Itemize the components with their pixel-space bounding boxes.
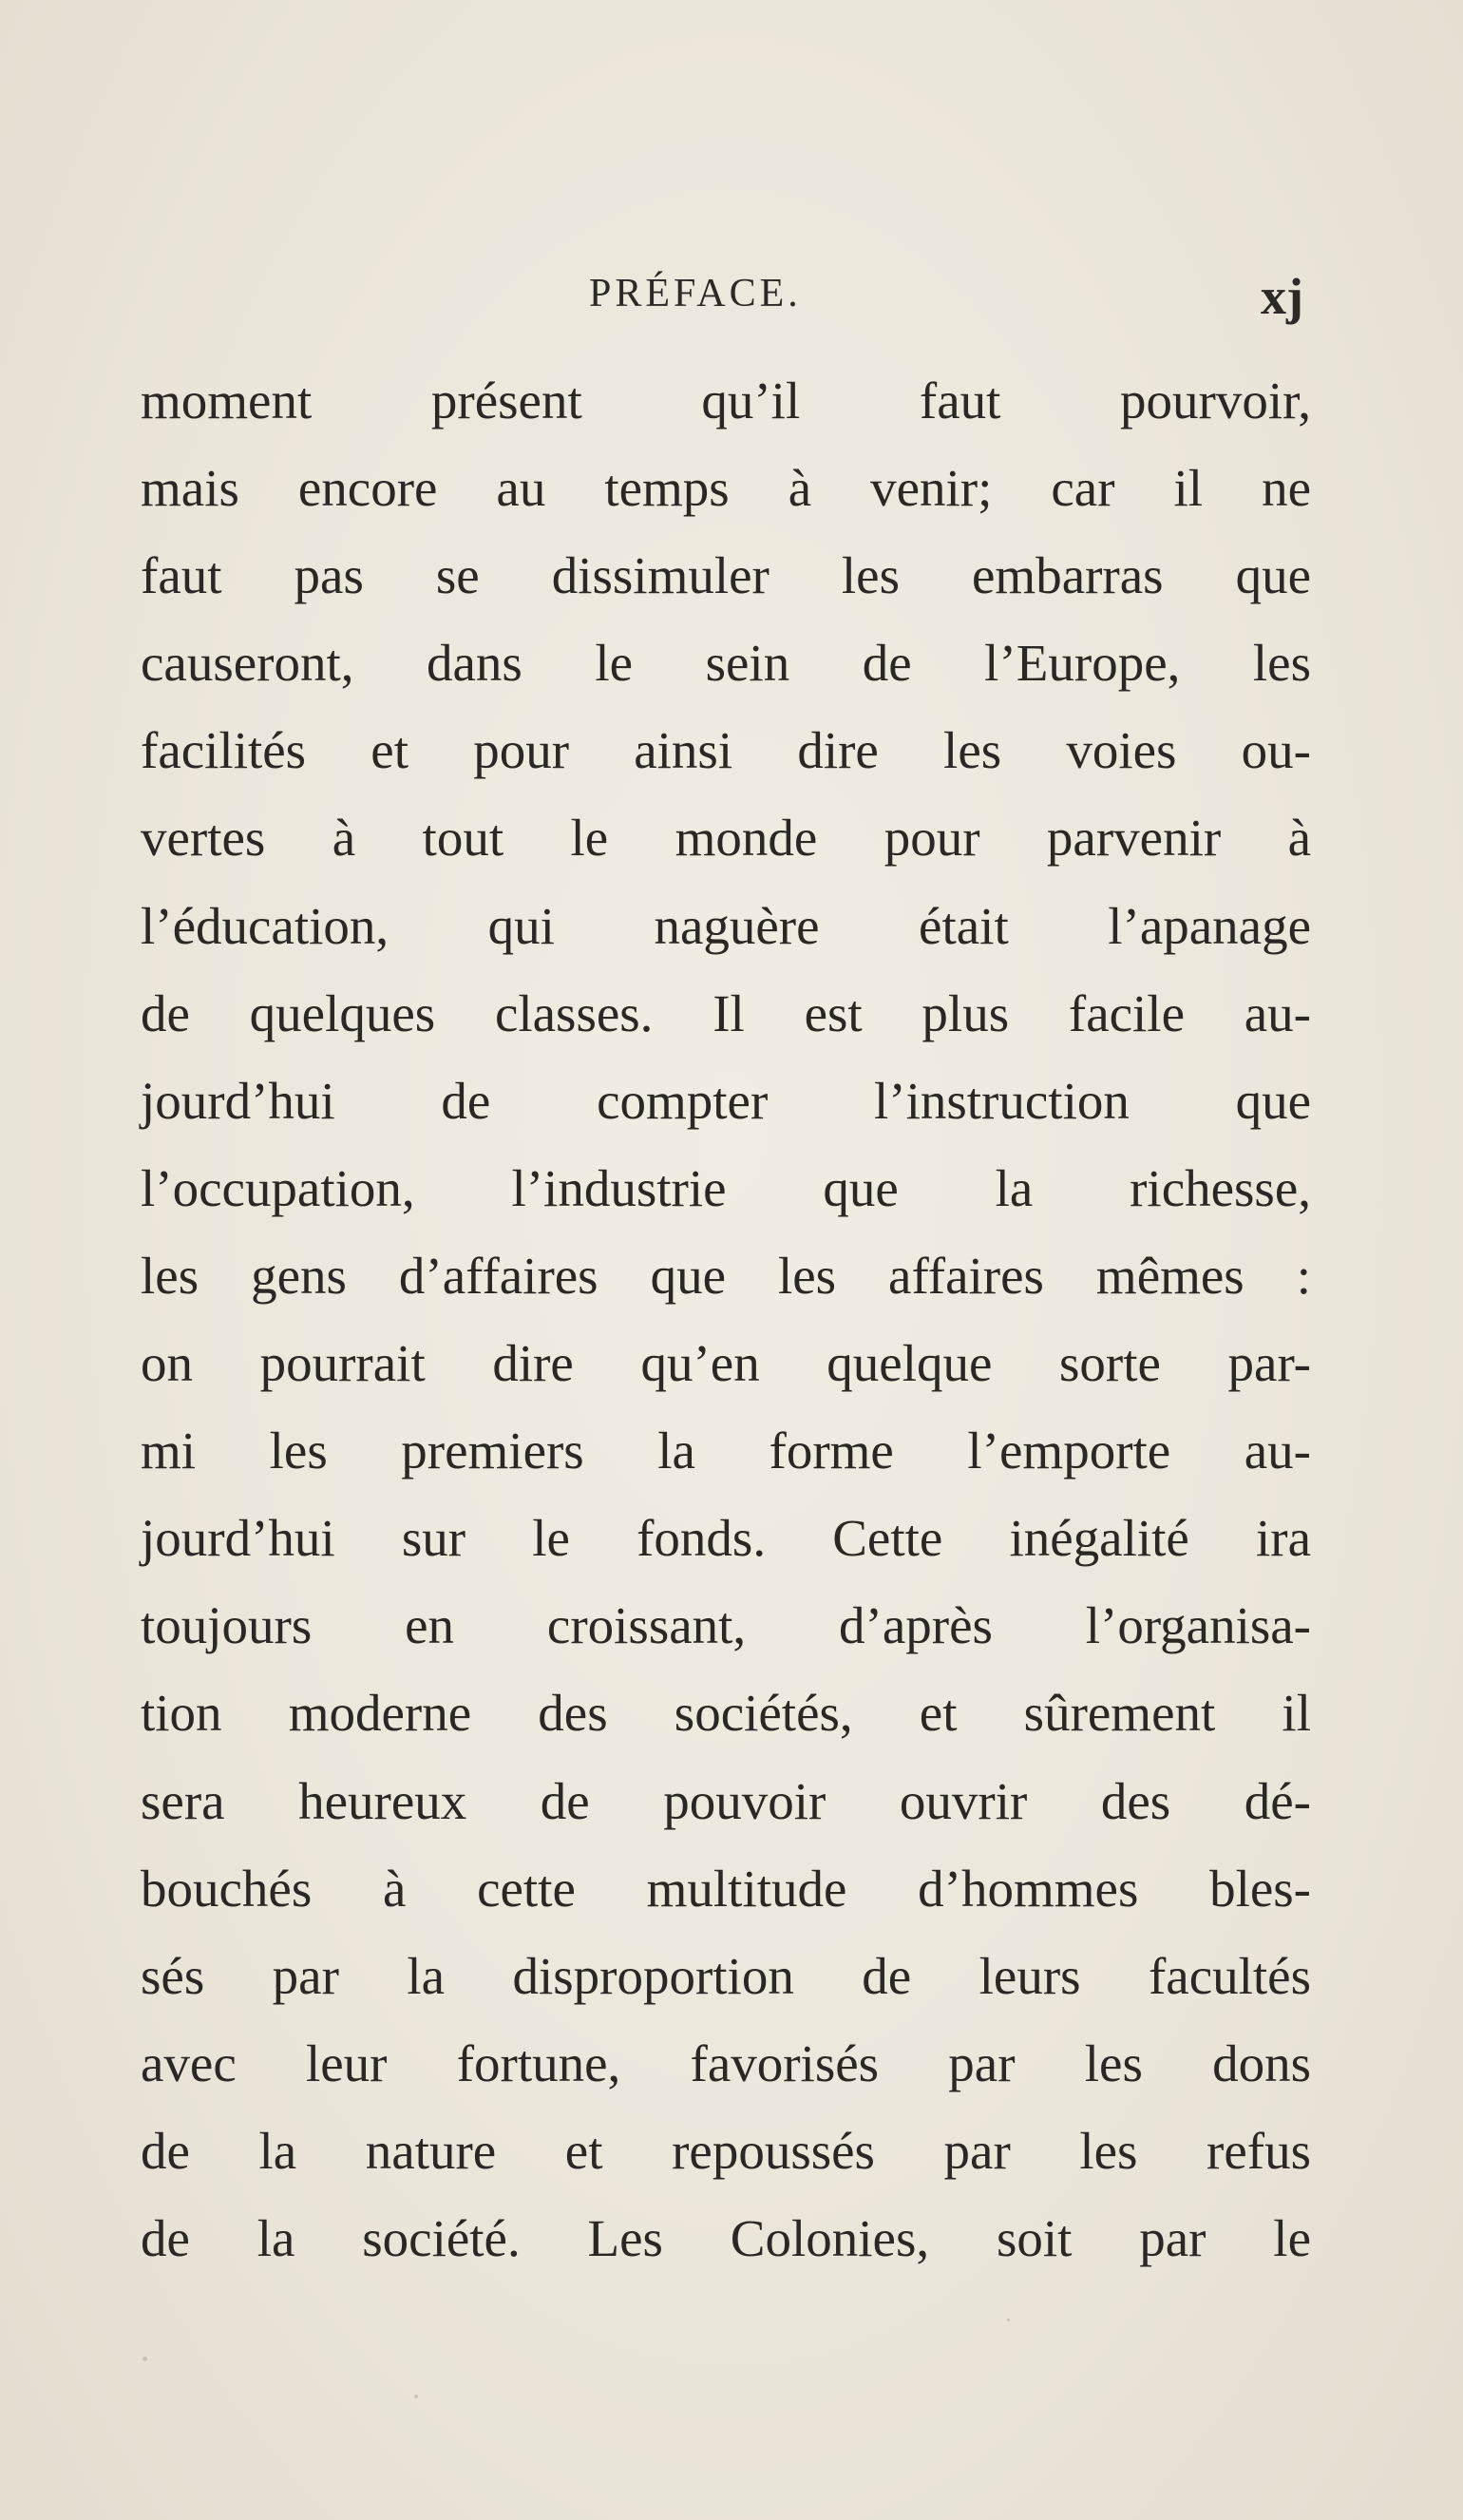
text-line: sés par la disproportion de leurs facultés — [141, 1946, 1311, 2005]
text-line: toujours en croissant, d’après l’organisa- — [141, 1596, 1311, 1655]
running-title: PRÉFACE. — [589, 272, 802, 315]
text-line: avec leur fortune, favorisés par les dons — [141, 2033, 1311, 2092]
text-line: causeront, dans le sein de l’Europe, les — [141, 634, 1311, 693]
text-line: bouchés à cette multitude d’hommes bles- — [141, 1859, 1311, 1918]
text-line: faut pas se dissimuler les embarras que — [141, 546, 1311, 605]
text-line: de la nature et repoussés par les refus — [141, 2121, 1311, 2180]
text-line: jourd’hui sur le fonds. Cette inégalité ira — [141, 1509, 1311, 1568]
text-line: moment présent qu’il faut pourvoir, — [141, 372, 1311, 430]
paper-speck — [142, 2357, 147, 2361]
text-line: facilités et pour ainsi dire les voies ou- — [141, 721, 1311, 780]
text-line: mais encore au temps à venir; car il ne — [141, 459, 1311, 518]
text-line: on pourrait dire qu’en quelque sorte par- — [141, 1334, 1311, 1393]
paper-speck — [414, 2395, 418, 2398]
page-number: xj — [1261, 268, 1303, 325]
text-line: l’éducation, qui naguère était l’apanage — [141, 896, 1311, 955]
text-line: tion moderne des sociétés, et sûrement il — [141, 1684, 1311, 1743]
text-line: de quelques classes. Il est plus facile au- — [141, 983, 1311, 1042]
text-line: de la société. Les Colonies, soit par le — [141, 2208, 1311, 2267]
text-line: l’occupation, l’industrie que la richesse, — [141, 1158, 1311, 1217]
text-line: sera heureux de pouvoir ouvrir des dé- — [141, 1771, 1311, 1830]
text-line: mi les premiers la forme l’emporte au- — [141, 1422, 1311, 1480]
text-line: jourd’hui de compter l’instruction que — [141, 1071, 1311, 1130]
paper-speck — [1007, 2319, 1010, 2321]
text-line: les gens d’affaires que les affaires mêmes : — [141, 1246, 1311, 1305]
page-header — [0, 268, 1463, 328]
body-text — [141, 357, 1311, 2282]
text-line: vertes à tout le monde pour parvenir à — [141, 809, 1311, 868]
